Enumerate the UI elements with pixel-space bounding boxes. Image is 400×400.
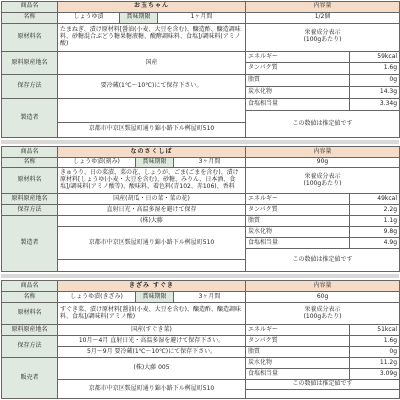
nutrition-title: 栄養成分表示 (100gあたり): [246, 23, 400, 51]
content-value: 60g: [246, 292, 400, 303]
maker-address: 京都市中京区麩屋町通り錦小路下ル桝屋町510: [58, 122, 246, 137]
expiry-header: 賞味期限: [120, 12, 158, 23]
label-divider: [1, 274, 399, 278]
expiry-value: 3ヶ月間: [174, 292, 246, 303]
nutrition-label: 脂質: [246, 75, 350, 87]
storage-value: 要冷蔵(1℃〜10℃)にて保存下さい。: [58, 75, 246, 99]
storage-value-2: 5月〜9月 要冷蔵(1℃〜10℃)にて保存下さい。: [58, 347, 246, 358]
storage-header: 保存方法: [2, 75, 58, 99]
name-header: 名称: [2, 158, 58, 168]
nutrition-label: エネルギー: [246, 325, 350, 336]
nutrition-label: 炭水化物: [246, 358, 350, 369]
maker-address: 京都市中京区麩屋町通り錦小路下ル桝屋町510: [58, 227, 246, 260]
nutrition-label: 炭水化物: [246, 227, 350, 238]
estimate-note: この数値は推定値です: [246, 110, 400, 137]
name-value: しょうゆ漬(刻み): [58, 158, 136, 168]
name-header: 名称: [2, 292, 58, 303]
ingredients-value: きゅうり、日の菜漬、菜の花、しょうが、ごま(ごまを含む)、漬け原材料[しょうゆ(小麦・大豆を含む)、砂糖、みりん、日本酒、食塩]/調味料(アミノ酸等)、酸味料、着色料(青102、赤106)、香料: [58, 168, 246, 194]
nutrition-value: 0g: [350, 75, 400, 87]
nutrition-value: 1.6g: [350, 63, 400, 75]
origin-value: 国産: [58, 51, 246, 75]
expiry-header: 賞味期限: [136, 292, 174, 303]
content-header: 内容量: [246, 147, 400, 158]
nutrition-value: 0g: [350, 347, 400, 358]
product-name: きざみ すぐき: [58, 281, 246, 292]
name-value: しょうゆ漬(きざみ): [58, 292, 136, 303]
content-value: 1/2個: [246, 12, 400, 23]
name-header: 名称: [2, 12, 58, 23]
nutrition-title: 栄養成分表示 (100gあたり): [246, 303, 400, 325]
maker-header: 製造者: [2, 216, 58, 272]
seller-address: 京都市中京区麩屋町通り錦小路下ル桝屋町510: [58, 380, 246, 399]
origin-value: 国産(すぐき菜): [58, 325, 246, 336]
product-header: 商品名: [2, 2, 58, 13]
name-value: しょうゆ漬: [58, 12, 120, 23]
nutrition-label: タンパク質: [246, 63, 350, 75]
maker-header: 製造者: [2, 99, 58, 138]
storage-value-1: 10月〜4月 直射日光・高温多湿を避けて保存下さい。: [58, 336, 246, 347]
nutrition-label: タンパク質: [246, 336, 350, 347]
nutrition-label: タンパク質: [246, 205, 350, 216]
ingredients-header: 原材料名: [2, 168, 58, 194]
storage-header: 保存方法: [2, 205, 58, 216]
nutrition-value: 9.8g: [350, 227, 400, 238]
nutrition-label: 脂質: [246, 347, 350, 358]
nutrition-value: 3.09g: [350, 369, 400, 380]
nutrition-value: 4.9g: [350, 238, 400, 249]
product-label-3: [1, 280, 400, 399]
content-header: 内容量: [246, 281, 400, 292]
product-name: なのさくしば: [58, 147, 246, 158]
expiry-value: 3ヶ月間: [174, 158, 246, 168]
estimate-note: この数値は推定値です: [246, 249, 400, 272]
seller-company: (株)大藤 005: [58, 358, 246, 380]
storage-header: 保存方法: [2, 336, 58, 358]
product-label-2: [1, 146, 400, 272]
nutrition-label: 食塩相当量: [246, 99, 350, 111]
nutrition-value: 1.1g: [350, 216, 400, 227]
ingredients-header: 原材料名: [2, 23, 58, 51]
origin-header: 原料原産地名: [2, 194, 58, 205]
nutrition-value: 49kcal: [350, 194, 400, 205]
nutrition-label: エネルギー: [246, 51, 350, 63]
expiry-header: 賞味期限: [136, 158, 174, 168]
nutrition-value: 11.2g: [350, 358, 400, 369]
maker-company: (株)大藤: [58, 216, 246, 227]
label-divider: [1, 140, 399, 144]
origin-header: 原料原産地名: [2, 51, 58, 75]
nutrition-value: 14.3g: [350, 87, 400, 99]
nutrition-label: 食塩相当量: [246, 238, 350, 249]
expiry-value: 1ヶ月間: [158, 12, 246, 23]
nutrition-value: 2.2g: [350, 205, 400, 216]
product-label-1: [1, 1, 400, 138]
nutrition-label: 炭水化物: [246, 87, 350, 99]
storage-value: 直射日光・高温多湿を避けて保存: [58, 205, 246, 216]
nutrition-label: エネルギー: [246, 194, 350, 205]
estimate-note: この数値は推定値です: [246, 380, 400, 390]
nutrition-value: 1.6g: [350, 336, 400, 347]
origin-header: 原料原産地名: [2, 325, 58, 336]
nutrition-title: 栄養成分表示 (100gあたり): [246, 168, 400, 194]
maker-company: [58, 99, 246, 123]
empty-cell: [58, 260, 246, 272]
product-header: 商品名: [2, 281, 58, 292]
ingredients-value: たまねぎ、漬け原材料[醤油(小麦、大豆を含む)、醸造酢、醸造調味料、砂糖混合ぶどう糖果糖液糖、醗酵調味料、食塩]/調味料(アミノ酸): [58, 23, 246, 51]
ingredients-value: すぐき菜、漬け原材料[醤油(小麦、大豆を含む)、醸造酢、醸造調味料、食塩]/調味料(アミノ酸): [58, 303, 246, 325]
nutrition-value: 59kcal: [350, 51, 400, 63]
nutrition-value: 3.34g: [350, 99, 400, 111]
product-name: お玉ちゃん: [58, 2, 246, 13]
seller-header: 販売者: [2, 358, 58, 399]
content-value: 90g: [246, 158, 400, 168]
nutrition-label: 脂質: [246, 216, 350, 227]
empty-cell: [246, 390, 400, 399]
origin-value: 国産(胡瓜・日の菜・菜の花): [58, 194, 246, 205]
nutrition-value: 51kcal: [350, 325, 400, 336]
ingredients-header: 原材料名: [2, 303, 58, 325]
content-header: 内容量: [246, 2, 400, 13]
nutrition-label: 食塩相当量: [246, 369, 350, 380]
product-header: 商品名: [2, 147, 58, 158]
